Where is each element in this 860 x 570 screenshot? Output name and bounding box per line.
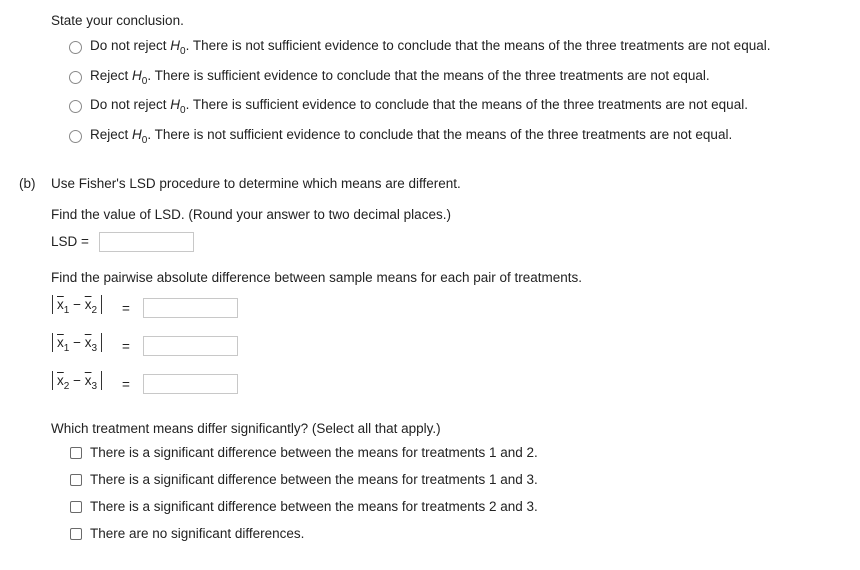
pair-expression: $\overline{x}_1 - \overline{x}_3$ — [52, 335, 102, 354]
option-prefix: Reject — [90, 127, 133, 142]
conclusion-prompt: State your conclusion. — [51, 13, 184, 28]
h0-symbol: $H_0$ — [132, 68, 148, 87]
option-label: There is a significant difference between the means for treatments 1 and 2. — [90, 445, 538, 460]
lsd-label: LSD = — [51, 234, 89, 249]
radio-button[interactable] — [69, 71, 82, 84]
option-label: There are no significant differences. — [90, 526, 305, 541]
radio-button[interactable] — [69, 41, 82, 54]
option-label: There is a significant difference between the means for treatments 1 and 3. — [90, 472, 538, 487]
lsd-input[interactable] — [99, 232, 194, 252]
option-prefix: Reject — [90, 68, 133, 83]
pair-expression: $\overline{x}_1 - \overline{x}_2$ — [52, 297, 102, 316]
pair-1-3-input[interactable] — [143, 336, 238, 356]
equals-sign: = — [122, 301, 130, 316]
checkbox[interactable] — [70, 474, 82, 486]
pair-expression: $\overline{x}_2 - \overline{x}_3$ — [52, 373, 102, 392]
checkbox[interactable] — [70, 447, 82, 459]
pairwise-instruction: Find the pairwise absolute difference between sample means for each pair of treatments. — [51, 270, 583, 285]
option-prefix: Do not reject — [90, 97, 171, 112]
checkbox[interactable] — [70, 528, 82, 540]
option-prefix: Do not reject — [90, 38, 171, 53]
pair-1-2-input[interactable] — [143, 298, 238, 318]
significance-question: Which treatment means differ significantly? (Select all that apply.) — [51, 421, 441, 436]
h0-symbol: $H_0$ — [170, 97, 186, 116]
pair-2-3-input[interactable] — [143, 374, 238, 394]
h0-symbol: $H_0$ — [132, 127, 148, 146]
radio-button[interactable] — [69, 130, 82, 143]
partb-prompt: Use Fisher's LSD procedure to determine which means are different. — [51, 176, 461, 191]
lsd-instruction: Find the value of LSD. (Round your answer to two decimal places.) — [51, 207, 451, 222]
checkbox[interactable] — [70, 501, 82, 513]
option-text: . There is sufficient evidence to conclude that the means of the three treatments are not equal. — [147, 68, 710, 83]
radio-button[interactable] — [69, 100, 82, 113]
h0-symbol: $H_0$ — [170, 38, 186, 57]
option-text: . There is sufficient evidence to conclude that the means of the three treatments are not equal. — [185, 97, 748, 112]
equals-sign: = — [122, 339, 130, 354]
option-label: There is a significant difference between the means for treatments 2 and 3. — [90, 499, 538, 514]
option-text: . There is not sufficient evidence to conclude that the means of the three treatments are not equal. — [185, 38, 771, 53]
equals-sign: = — [122, 377, 130, 392]
option-text: . There is not sufficient evidence to conclude that the means of the three treatments are not equal. — [147, 127, 733, 142]
part-label: (b) — [19, 176, 36, 191]
